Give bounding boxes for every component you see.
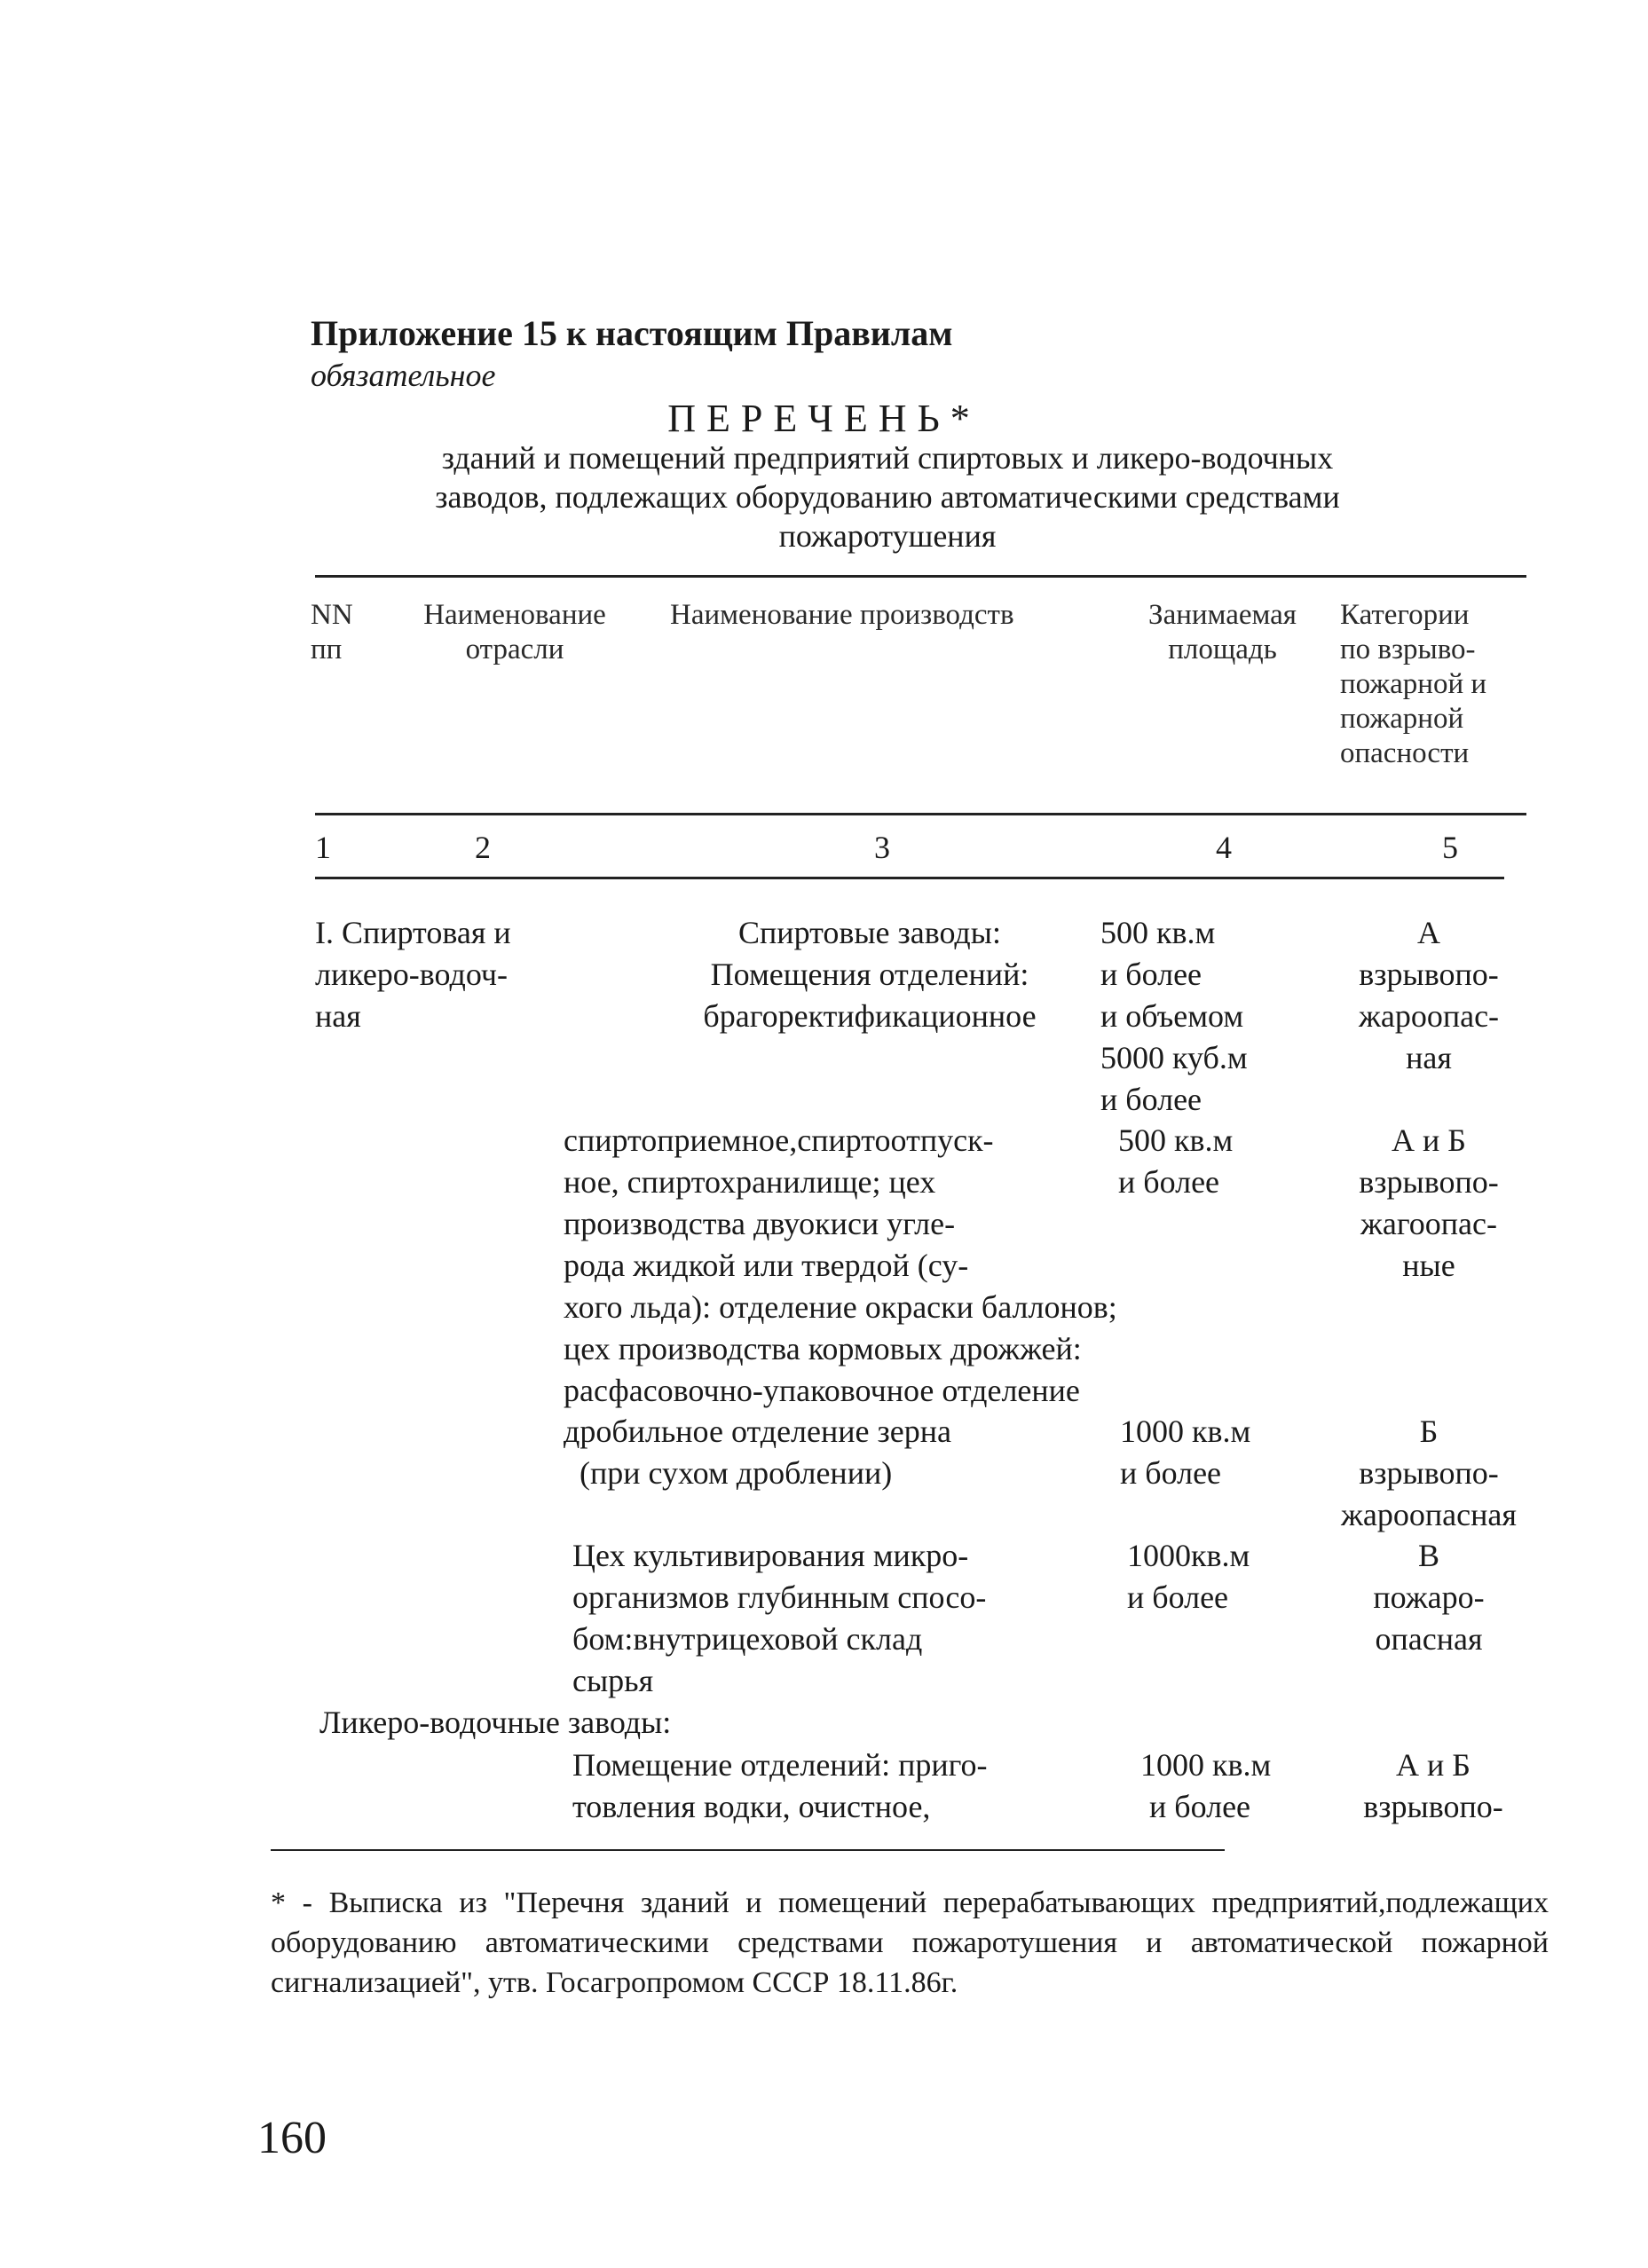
header-col-industry: Наименование отрасли: [423, 599, 606, 665]
category-cell: В пожаро- опасная: [1373, 1538, 1485, 1657]
column-number: 5: [1442, 830, 1458, 865]
table-top-rule: [315, 575, 1526, 578]
production-cell: спиртоприемное,спиртоотпуск- ное, спиртохранилище; цех производства двуокиси угле- рода жидкой или твердой (су- хого льда): отделение окраски баллонов; цех производства кормовых дрожжей: расфасовочно-упаковочное отделение: [564, 1122, 1117, 1408]
category-cell: А и Б взрывопо- жагоопас- ные: [1359, 1122, 1499, 1283]
header-col-category: Категории по взрыво- пожарной и пожарной опасности: [1340, 599, 1487, 769]
table-colnum-rule: [315, 877, 1504, 879]
area-cell: 1000 кв.м и более: [1120, 1414, 1251, 1491]
subtitle-line: заводов, подлежащих оборудованию автоматическими средствами: [435, 479, 1340, 515]
area-cell: 1000кв.м и более: [1127, 1538, 1250, 1615]
footnote: * - Выписка из "Перечня зданий и помещений перерабатывающих предприятий,подлежащих оборудованию автоматическими средствами пожаротушения и автоматической пожарной сигнализацией", утв. Госагропромом СССР 18.11.86г.: [271, 1886, 1549, 1999]
footnote-rule: [271, 1849, 1225, 1851]
header-col-area: Занимаемая площадь: [1148, 599, 1297, 665]
appendix-status: обязательное: [311, 358, 496, 393]
category-cell: А взрывопо- жароопас- ная: [1358, 915, 1500, 1075]
appendix-title: Приложение 15 к настоящим Правилам: [311, 313, 953, 353]
header-col-number: NN пп: [311, 599, 353, 665]
production-cell: Спиртовые заводы: Помещения отделений: брагоректификационное: [703, 915, 1037, 1034]
document-title: ПЕРЕЧЕНЬ*: [667, 397, 981, 440]
production-cell: Помещение отделений: приго- товления водки, очистное,: [572, 1747, 988, 1824]
industry-name: I. Спиртовая и ликеро-водоч- ная: [315, 915, 511, 1034]
column-number: 1: [315, 830, 331, 865]
area-cell: 500 кв.м и более и объемом 5000 куб.м и более: [1100, 915, 1248, 1117]
area-cell: 500 кв.м и более: [1118, 1122, 1234, 1200]
area-cell: 1000 кв.м и более: [1140, 1747, 1272, 1824]
column-number: 3: [874, 830, 890, 865]
production-cell: Цех культивирования микро- организмов глубинным спосо- бом:внутрицеховой склад сырья: [572, 1538, 987, 1698]
section-heading: Ликеро-водочные заводы:: [319, 1705, 672, 1740]
table-header-rule: [315, 813, 1526, 815]
page-number: 160: [257, 2113, 327, 2163]
production-cell: дробильное отделение зерна (при сухом дроблении): [564, 1414, 951, 1491]
column-number: 2: [475, 830, 491, 865]
category-cell: Б взрывопо- жароопасная: [1341, 1414, 1517, 1532]
header-col-production: Наименование производств: [670, 599, 1014, 631]
column-number: 4: [1216, 830, 1232, 865]
document-subtitle: [266, 438, 1509, 555]
subtitle-line: зданий и помещений предприятий спиртовых и ликеро-водочных: [441, 440, 1334, 476]
category-cell: А и Б взрывопо-: [1363, 1747, 1503, 1824]
subtitle-line: пожаротушения: [778, 518, 997, 554]
